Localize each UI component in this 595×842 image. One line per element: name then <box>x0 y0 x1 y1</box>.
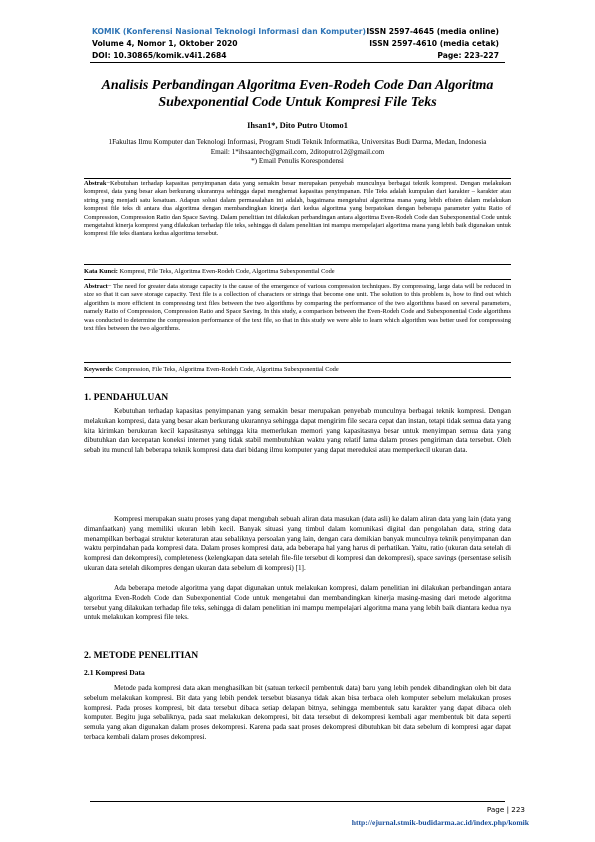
affiliation-line: 1Fakultas Ilmu Komputer dan Teknologi Informasi, Program Studi Teknik Informatika, Universitas Budi Darma, Medan, Indonesia <box>108 138 487 146</box>
intro-paragraph-1: Kebutuhan terhadap kapasitas penyimpanan yang semakin besar merupakan penyebab munculnya berbagai teknik kompresi. Dengan melakukan kompresi, data yang besar akan berkurang ukurannya sehingga dapat mengirim file secara cepat dan instan, tetapi tidak semua data yang kita kirimkan berukuran kecil kapasitasnya sehingga kita memerlukan memori yang kapasitasnya besar untuk menyimpan semua data yang dibutuhkan dan kecepatan koneksi internet yang tidak stabil membutuhkan waktu yang relatif lama dalam proses pengiriman data tersebut. Oleh sebab itu muncul lah beberapa teknik kompresi data dari bidang ilmu komputer yang dapat mereduksi atau memperkecil ukuran data. <box>84 407 511 455</box>
header-divider <box>90 62 505 63</box>
issn-print: ISSN 2597-4610 (media cetak) <box>369 39 499 48</box>
email-line: Email: 1*ihsaantech@gmail.com, 2ditoputro12@gmail.com <box>210 147 385 156</box>
journal-volume: Volume 4, Nomor 1, Oktober 2020 <box>92 39 238 48</box>
keywords-divider <box>84 279 511 280</box>
abstract-label: Abstrak <box>84 180 107 187</box>
page-number: Page | 223 <box>486 805 525 814</box>
keywords-text: Kompresi, File Teks, Algoritma Even-Rodeh Code, Algoritma Subexponential Code <box>119 268 335 275</box>
intro-paragraph-2: Kompresi merupakan suatu proses yang dapat mengubah sebuah aliran data masukan (data asli) ke dalam aliran data yang lain (data yang dimanfaatkan) yang memiliki ukuran lebih kecil. Banyak situasi yang timbul dalam komunikasi digital dan pengolahan data, string data menampilkan berbagai struktur keteraturan atau sebaliknya persoalan yang lain, dengan cara demikian banyak munculnya teknik penyimpanan dan waktu perpindahan pada kompresi data. Dalam proses kompresi data, ada beberapa hal yang harus di perhatikan. Yaitu, ratio (ukuran data setelah di kompresi dan dekompresi), completeness (kelengkapan data setelah file-file tersebut di kompresi dan dekompresi), space savings (persentase selisih ukuran data setelah dikompres dengan ukuran data sebelum di kompresi) [1]. <box>84 515 511 572</box>
intro-paragraph-3: Ada beberapa metode algoritma yang dapat digunakan untuk melakukan kompresi, dalam penelitian ini dilakukan perbandingan antara algoritma Even-Rodeh Code dan Subexponential Code untuk mengetahui dan membandingkan kinerja masing-masing dari metode algoritma tersebut yang dilakukan terhadap file teks, sehingga di dalam penelitian ini mampu mempelajari algoritma mana yang lebih baik diantara kedua nya untuk melakukan kompresi file teks. <box>84 584 511 622</box>
footer-divider <box>90 801 505 802</box>
abstract-en-divider <box>84 362 511 363</box>
journal-name: KOMIK (Konferensi Nasional Teknologi Informasi dan Komputer) <box>92 27 366 36</box>
abstract-top-divider <box>84 178 511 179</box>
abstract-divider <box>84 264 511 265</box>
abstract-en-label: Abstract <box>84 283 108 290</box>
paper-title: Analisis Perbandingan Algoritma Even-Rodeh Code Dan Algoritma Subexponential Code Untuk Kompresi File Teks <box>101 78 494 110</box>
paper-authors: Ihsan1*, Dito Putro Utomo1 <box>247 121 348 130</box>
corresponding-note: *) Email Penulis Korespondensi <box>251 157 344 166</box>
keywords-english <box>84 366 511 374</box>
keywords-en-divider <box>84 377 511 378</box>
section-heading-introduction: 1. PENDAHULUAN <box>84 392 169 403</box>
subsection-heading-compression: 2.1 Kompresi Data <box>84 668 145 677</box>
keywords-en-label: Keywords <box>84 366 112 373</box>
page-range: Page: 223-227 <box>437 51 499 60</box>
section-heading-methods: 2. METODE PENELITIAN <box>84 650 199 661</box>
issn-online: ISSN 2597-4645 (media online) <box>366 27 499 36</box>
abstract-en-text: − The need for greater data storage capacity is the cause of the emergence of various compression techniques. By compressing, large data will be reduced in size so that it can save storage capacity. Text file is a collection of characters or strings that become one unit. The solution to this problem is, how to find out which algorithm is more efficient in compressing text files between the two algorithms by comparing the performance of the two algorithms based on several parameters, namely Ratio of Compression, Compression Ratio and Space Saving. In this study, a comparison between the Even-Rodeh Code and Subexponential Code algorithms was conducted to determine the compression performance of the text file, so that in this study we were able to learn which algorithm was better used for compressing text files between the two algorithms. <box>84 283 511 333</box>
journal-doi: DOI: 10.30865/komik.v4i1.2684 <box>92 51 227 60</box>
keywords-label: Kata Kunci: <box>84 268 118 275</box>
abstract-text: −Kebutuhan terhadap kapasitas penyimpanan data yang semakin besar merupakan penyebab munculnya berbagai teknik kompresi. Dengan melakukan kompresi, data yang besar akan berkurang ukurannya sehingga dapat menghemat kapasitas penyimpanan. File Teks adalah kumpulan dari karakter – karakter atau string yang menjadi satu kesatuan. Adapun solusi dalam permasalahan ini adalah, bagaimana mengetahui algoritma mana yang lebih efisien dalam melakukan kompresi file teks di antara dua algoritma dengan membandingkan kinerja dari kedua algoritma yang berpatokan dengan beberapa parameter yaitu Ratio of Compression, Compression Ratio dan Space Saving. Dalam penelitian ini dilakukan perbandingan antara algoritma Even-Rodeh Code dan Subexponential Code untuk mengetahui kinerja kompresi yang dilakukan terhadap file teks, sehingga di dalam penelitian ini mampu mempelajari algoritma mana yang lebih baik digunakan untuk kompresi file teks diantara kedua algoritma tersebut. <box>84 180 512 238</box>
keywords-en-text: : Compression, File Teks, Algoritma Even-Rodeh Code, Algoritma Subexponential Code <box>111 366 339 373</box>
abstract-indonesian <box>84 180 511 239</box>
keywords-indonesian <box>84 268 511 276</box>
author-affiliation <box>92 138 503 167</box>
methods-paragraph-1: Metode pada kompresi data akan menghasilkan bit (satuan terkecil pembentuk data) baru yang lebih pendek dibandingkan oleh bit data sebelum melakukan kompresi. Bit data yang lebih pendek tersebut biasanya tidak akan bisa terbaca oleh komputer sebelum melakukan proses kompresi. Pada proses kompresi, bit data tersebut dibaca setiap delapan bitnya, sehingga membentuk satu karakter yang dapat dibaca oleh komputer. Begitu juga sebaliknya, pada saat melakukan dekompresi, bit data tersebut di dekompresi kembali agar membentuk bit data seperti semula yang akan digunakan dalam proses dekompresi. Karena pada saat proses dekompresi dibutuhkan bit data sebelum di kompresi agar dapat terbaca kembali dalam proses dekompresi. <box>84 684 511 741</box>
journal-url-link[interactable]: http://ejurnal.stmik-budidarma.ac.id/index.php/komik <box>351 818 529 827</box>
abstract-english <box>84 283 511 333</box>
